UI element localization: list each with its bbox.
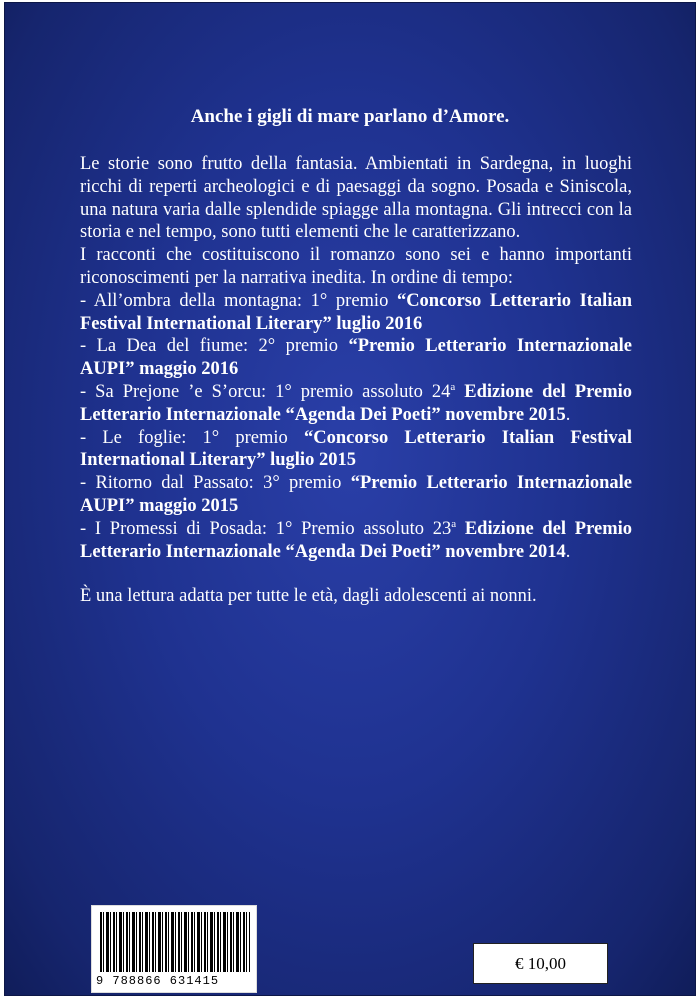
price-label: € 10,00 [473, 943, 608, 984]
award-story: - Ritorno dal Passato: 3° premio [80, 473, 351, 494]
synopsis-block [80, 153, 632, 608]
award-prize: Edizione del Premio Letterario Internazionale “Agenda Dei Poeti” novembre 2014 [80, 518, 632, 562]
award-entry [80, 518, 632, 564]
closing-line: È una lettura adatta per tutte le età, dagli adolescenti ai nonni. [80, 586, 537, 607]
award-story: - Le foglie: 1° premio [80, 427, 304, 448]
award-prize: “Concorso Letterario Italian Festival International Literary” luglio 2015 [80, 427, 633, 471]
award-prize: “Premio Letterario Internazionale AUPI” maggio 2016 [80, 336, 632, 380]
intro-paragraph: Le storie sono frutto della fantasia. Ambientati in Sardegna, in luoghi ricchi di reperti archeologici e di paesaggi da sogno. Posada e Siniscola, una natura varia dalle splendide spiagge alla montagna. Gli intrecci con la storia e nel tempo, sono tutti elementi che le caratterizzano. [80, 154, 632, 243]
award-entry [80, 427, 632, 473]
award-entry [80, 290, 632, 336]
award-entry [80, 381, 632, 427]
award-entry [80, 335, 632, 381]
barcode-number: 9 788866 631415 [96, 974, 220, 988]
spacer [80, 563, 632, 585]
award-prize: Edizione del Premio Letterario Internazionale “Agenda Dei Poeti” novembre 2015 [80, 381, 632, 425]
award-story: - La Dea del fiume: 2° premio [80, 336, 349, 357]
barcode-bars-icon [100, 912, 250, 972]
award-suffix: . [565, 541, 571, 562]
isbn-barcode [91, 905, 257, 993]
intro-paragraph: I racconti che costituiscono il romanzo sono sei e hanno importanti riconoscimenti per la narrativa inedita. In ordine di tempo: [80, 245, 632, 288]
award-suffix: . [565, 404, 571, 425]
award-story: - I Promessi di Posada: 1° Premio assoluto 23 [80, 518, 452, 539]
award-story: - Sa Prejone ’e S’orcu: 1° premio assoluto 24 [80, 381, 451, 402]
back-cover [4, 2, 696, 996]
award-prize: “Premio Letterario Internazionale AUPI” maggio 2015 [80, 473, 633, 516]
book-tagline: Anche i gigli di mare parlano d’Amore. [190, 106, 510, 127]
award-edition-sup: a [451, 517, 457, 530]
award-prize: “Concorso Letterario Italian Festival International Literary” luglio 2016 [80, 290, 632, 334]
award-story: - All’ombra della montagna: 1° premio [80, 290, 397, 311]
award-edition-sup: a [450, 380, 456, 393]
award-entry [80, 472, 632, 518]
